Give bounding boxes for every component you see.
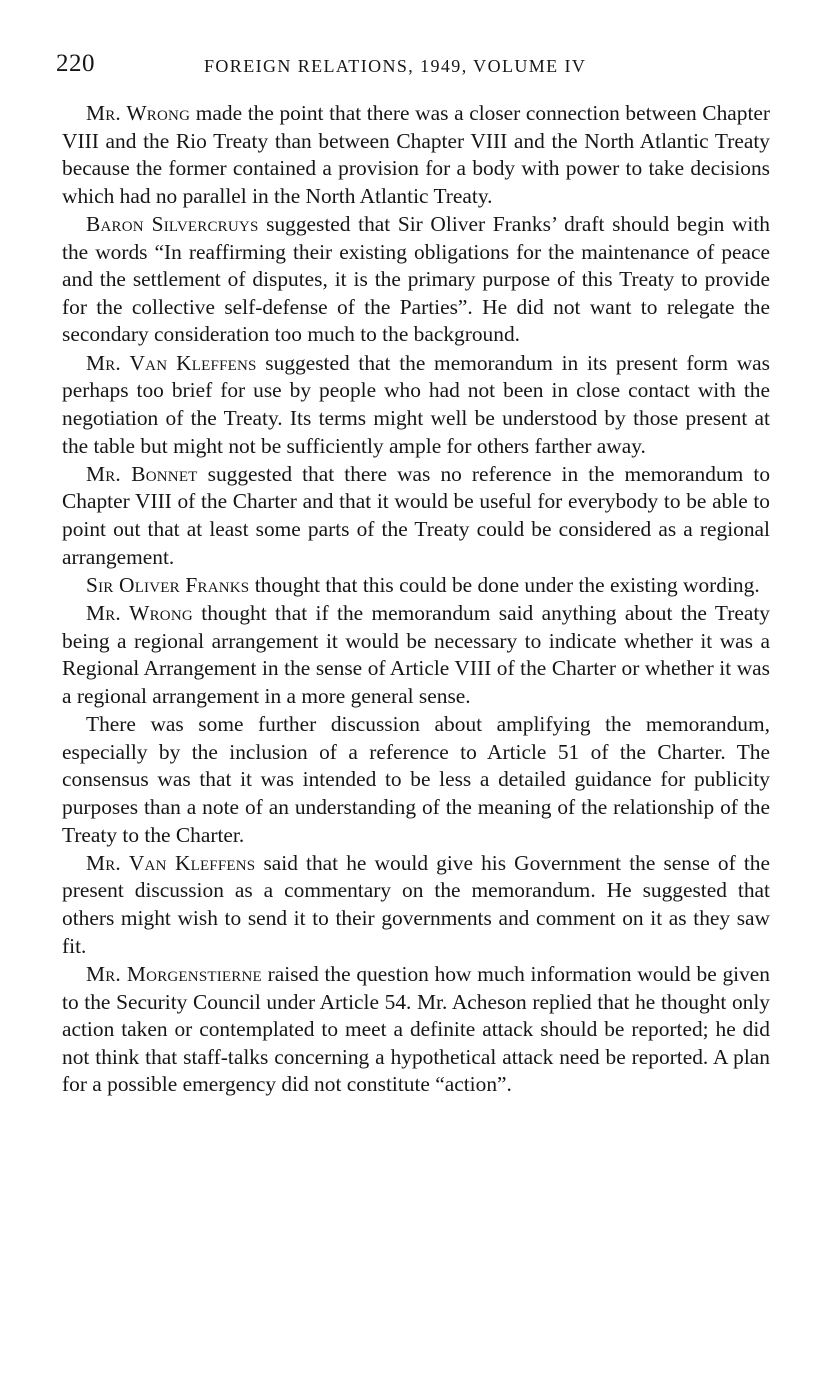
paragraph-text: suggested that the memorandum in its present form was perhaps too brief for use by people who had not been in close contact with the negotiation of the Treaty. Its terms might well be understood by those present at the table but might not be sufficiently ample for others farther away. [62, 350, 770, 458]
running-title: FOREIGN RELATIONS, 1949, VOLUME IV [204, 56, 587, 76]
paragraph [62, 350, 770, 460]
paragraph [62, 961, 770, 1099]
paragraph [62, 711, 770, 849]
paragraph-text: raised the question how much information would be given to the Security Council under Article 54. Mr. Acheson replied that he thought only action taken or contemplated to meet a definite attack should be reported; he did not think that staff-talks concerning a hypothetical attack need be reported. A plan for a possible emergency did not constitute “action”. [62, 961, 770, 1097]
speaker-name: Mr. Wrong [86, 601, 193, 626]
paragraph-text: There was some further discussion about amplifying the memorandum, especially by the inclusion of a reference to Article 51 of the Charter. The consensus was that it was intended to be less a detailed guidance for publicity purposes than a note of an understanding of the meaning of the relationship of the Treaty to the Charter. [62, 712, 770, 847]
paragraph-text: suggested that Sir Oliver Franks’ draft should begin with the words “In reaffirming their existing obligations for the maintenance of peace and the settlement of disputes, it is the primary purpose of this Treaty to provide for the collective self-defense of the Parties”. He did not want to relegate the secondary consideration too much to the background. [62, 212, 770, 347]
paragraph-text: thought that if the memorandum said anything about the Treaty being a regional arrangement it would be necessary to indicate whether it was a Regional Arrangement in the sense of Article VIII of the Charter or whether it was a regional arrangement in a more general sense. [62, 601, 770, 708]
paragraph [62, 572, 770, 600]
paragraph [62, 100, 770, 210]
paragraph [62, 600, 770, 710]
speaker-name: Mr. Bonnet [86, 461, 198, 486]
speaker-name: Sir Oliver Franks [86, 572, 250, 597]
page-number: 220 [56, 50, 95, 77]
paragraph-text: made the point that there was a closer connection between Chapter VIII and the Rio Treaty than between Chapter VIII and the North Atlantic Treaty because the former contained a provision for a body with power to take decisions which had no parallel in the North Atlantic Treaty. [62, 101, 771, 208]
page-header [56, 50, 776, 84]
speaker-name: Mr. Morgenstierne [86, 961, 262, 986]
paragraph-text: said that he would give his Government the sense of the present discussion as a commentary on the memorandum. He suggested that others might wish to send it to their governments and comment on it as they saw fit. [62, 850, 770, 958]
paragraph [62, 850, 770, 960]
paragraph-text: thought that this could be done under the existing wording. [249, 572, 760, 597]
paragraph [62, 461, 770, 571]
body-text [62, 100, 770, 1100]
paragraph-text: suggested that there was no reference in the memorandum to Chapter VIII of the Charter and that it would be useful for everybody to be able to point out that at least some parts of the Treaty could be considered as a regional arrangement. [62, 461, 771, 569]
speaker-name: Mr. Wrong [86, 101, 191, 125]
speaker-name: Mr. Van Kleffens [86, 850, 256, 875]
speaker-name: Baron Silvercruys [86, 212, 259, 237]
speaker-name: Mr. Van Kleffens [86, 350, 257, 375]
paragraph [62, 211, 770, 349]
